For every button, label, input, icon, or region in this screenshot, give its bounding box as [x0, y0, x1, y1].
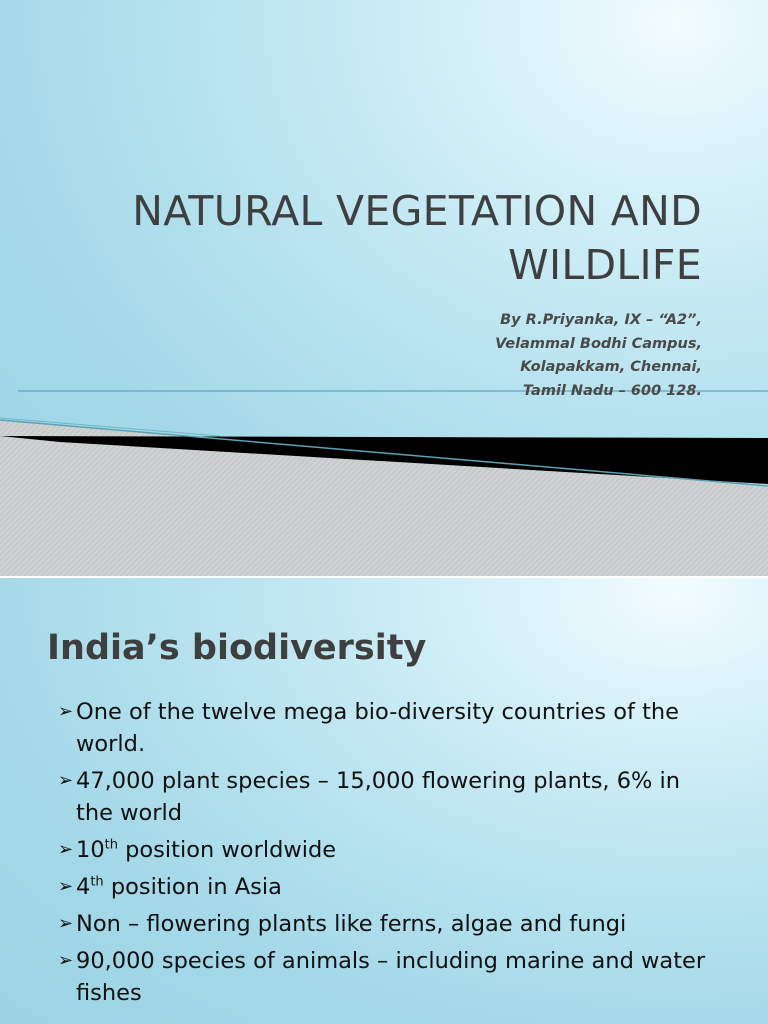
bullet-list — [58, 696, 708, 1014]
title-line-1: NATURAL VEGETATION AND — [132, 187, 702, 235]
bullet-item: ➢ 4th position in Asia — [58, 871, 708, 903]
content-slide — [0, 578, 768, 1024]
bullet-item: ➢ 47,000 plant species – 15,000 flowering plants, 6% in the world — [58, 765, 708, 829]
bullet-item: ➢ Non – flowering plants like ferns, algae and fungi — [58, 908, 708, 940]
slide-subtitle — [282, 309, 702, 403]
title-line-2: WILDLIFE — [508, 241, 702, 289]
slide-heading: India’s biodiversity — [47, 628, 427, 668]
bullet-item: ➢ 10th position worldwide — [58, 834, 708, 866]
subtitle-line-4: Tamil Nadu – 600 128. — [522, 382, 702, 399]
slide-title — [62, 184, 702, 292]
bullet-item: ➢ One of the twelve mega bio-diversity countries of the world. — [58, 696, 708, 760]
subtitle-line-1: By R.Priyanka, IX – “A2”, — [500, 312, 702, 328]
bullet-item: ➢ 90,000 species of animals – including marine and water fishes — [58, 945, 708, 1009]
subtitle-line-3: Kolapakkam, Chennai, — [520, 359, 702, 375]
subtitle-line-2: Velammal Bodhi Campus, — [495, 335, 702, 352]
